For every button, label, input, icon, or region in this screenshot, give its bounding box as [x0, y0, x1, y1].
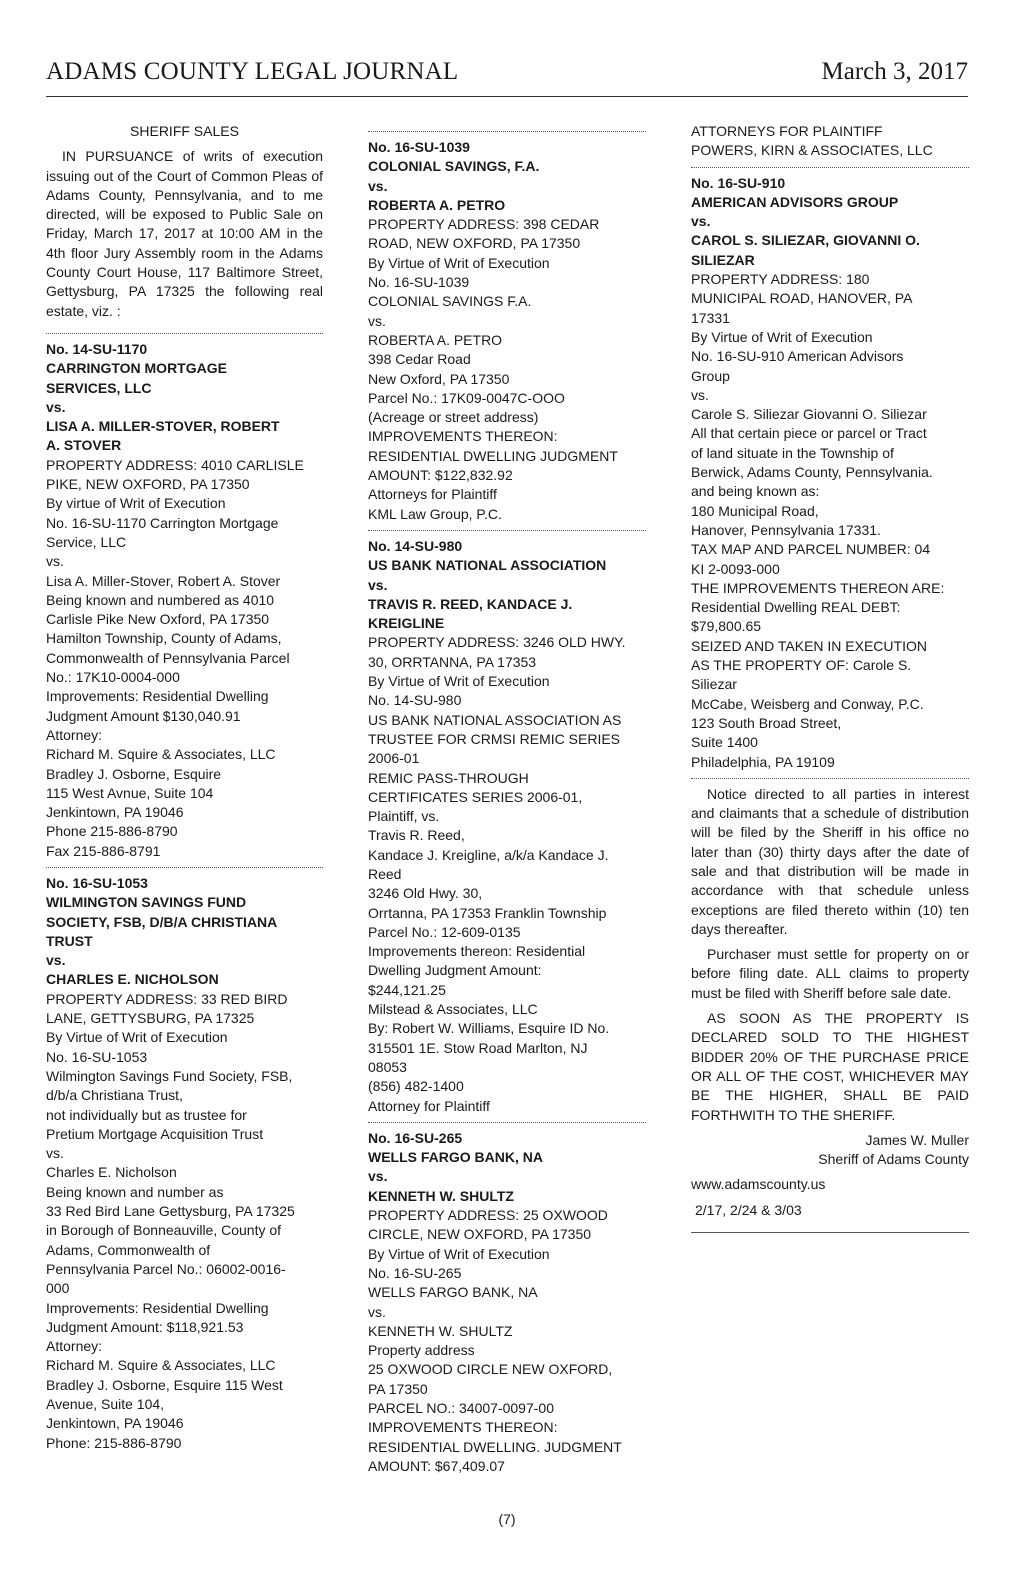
listing-detail-line: Being known and number as [46, 1183, 224, 1200]
listing-heading-line: KREIGLINE [368, 615, 445, 632]
listing-heading-line: TRAVIS R. REED, KANDACE J. [368, 595, 573, 612]
listing-detail-line: $79,800.65 [691, 618, 762, 635]
listing-detail-line: By Virtue of Writ of Execution [46, 1029, 228, 1046]
listing-heading-line: CAROL S. SILIEZAR, GIOVANNI O. [691, 232, 920, 249]
listing-detail-line: Siliezar [691, 676, 737, 693]
listing-detail-line: Philadelphia, PA 19109 [691, 753, 835, 770]
sheriff-title: Sheriff of Adams County [818, 1151, 969, 1168]
listing-detail-line: By Virtue of Writ of Execution [368, 673, 550, 690]
listing-detail-line: Pennsylvania Parcel No.: 06002-0016- [46, 1260, 286, 1277]
listing-detail-line: KI 2-0093-000 [691, 560, 780, 577]
sale-listing [46, 874, 323, 1453]
listing-detail-line: 123 South Broad Street, [691, 714, 842, 731]
listing-heading-line: CARRINGTON MORTGAGE [46, 360, 227, 377]
listing-heading-line: A. STOVER [46, 437, 122, 454]
listing-heading-line: WELLS FARGO BANK, NA [368, 1149, 543, 1166]
listing-detail-line: 30, ORRTANNA, PA 17353 [368, 653, 537, 670]
listing-detail-line: Richard M. Squire & Associates, LLC [46, 1357, 276, 1374]
listing-detail-line: By Virtue of Writ of Execution [368, 254, 550, 271]
listing-detail-line: No. 16-SU-910 American Advisors [691, 348, 904, 365]
listing-detail-line: AMOUNT: $122,832.92 [368, 467, 513, 484]
listing-detail-line: 25 OXWOOD CIRCLE NEW OXFORD, [368, 1361, 613, 1378]
listing-detail-line: Milstead & Associates, LLC [368, 1001, 538, 1018]
listing-detail-line: McCabe, Weisberg and Conway, P.C. [691, 695, 924, 712]
listing-detail-line: US BANK NATIONAL ASSOCIATION AS [368, 711, 622, 728]
listing-detail-line: Phone: 215-886-8790 [46, 1434, 182, 1451]
column-left [46, 122, 323, 1453]
listing-detail-line: ROAD, NEW OXFORD, PA 17350 [368, 235, 581, 252]
listing-detail-line: No. 14-SU-980 [368, 692, 462, 709]
listing-detail-line: All that certain piece or parcel or Tract [691, 425, 927, 442]
listing-heading-line: vs. [368, 177, 388, 194]
listing-heading-line: KENNETH W. SHULTZ [368, 1187, 514, 1204]
listing-detail-line: Suite 1400 [691, 734, 758, 751]
listing-detail-line: THE IMPROVEMENTS THEREON ARE: [691, 579, 945, 596]
listing-detail-line: COLONIAL SAVINGS F.A. [368, 293, 532, 310]
listing-heading-line: No. 16-SU-1053 [46, 874, 148, 891]
listing-heading-line: AMERICAN ADVISORS GROUP [691, 193, 899, 210]
listing-detail-line: Attorneys for Plaintiff [368, 486, 497, 503]
listing-detail-line: PROPERTY ADDRESS: 33 RED BIRD [46, 990, 288, 1007]
listing-detail-line: vs. [368, 312, 386, 329]
journal-title: ADAMS COUNTY LEGAL JOURNAL [46, 58, 459, 85]
listing-detail-line: 08053 [368, 1058, 407, 1075]
listing-detail-line: PARCEL NO.: 34007-0097-00 [368, 1400, 554, 1416]
payment-notice: AS SOON AS THE PROPERTY IS DECLARED SOLD TO THE HIGHEST BIDDER 20% OF THE PURCHASE PRICE OR ALL OF THE COST, WHICHEVER MAY BE THE HIGHER, SHALL BE PAID FORTHWITH TO THE SHERIFF. [691, 1010, 969, 1123]
listing-detail-line: PROPERTY ADDRESS: 3246 OLD HWY. [368, 634, 626, 651]
sheriff-name: James W. Muller [865, 1131, 969, 1148]
listing-detail-line: No.: 17K10-0004-000 [46, 669, 180, 686]
attorney-line: POWERS, KIRN & ASSOCIATES, LLC [691, 142, 933, 159]
listing-detail-line: vs. [691, 386, 709, 403]
listing-detail-line: Wilmington Savings Fund Society, FSB, [46, 1067, 293, 1084]
listing-detail-line: AS THE PROPERTY OF: Carole S. [691, 657, 912, 674]
end-rule [691, 1232, 969, 1233]
listing-detail-line: Group [691, 367, 730, 384]
listing-detail-line: Dwelling Judgment Amount: [368, 962, 542, 979]
listing-detail-line: ROBERTA A. PETRO [368, 331, 503, 348]
attorney-line: ATTORNEYS FOR PLAINTIFF [691, 123, 883, 139]
listing-detail-line: AMOUNT: $67,409.07 [368, 1457, 505, 1474]
listing-heading-line: vs. [368, 1168, 388, 1185]
listing-detail-line: RESIDENTIAL DWELLING JUDGMENT [368, 447, 618, 464]
listing-detail-line: PIKE, NEW OXFORD, PA 17350 [46, 476, 250, 493]
listing-detail-line: Avenue, Suite 104, [46, 1396, 165, 1412]
listing-detail-line: 180 Municipal Road, [691, 502, 819, 519]
listing-heading-line: COLONIAL SAVINGS, F.A. [368, 158, 540, 175]
listing-detail-line: Attorney: [46, 1338, 103, 1355]
listing-detail-line: Plaintiff, vs. [368, 808, 440, 825]
listing-detail-line: Jenkintown, PA 19046 [46, 1415, 184, 1432]
listing-detail-line: Improvements thereon: Residential [368, 943, 586, 960]
listing-detail-line: Hamilton Township, County of Adams, [46, 630, 282, 647]
sale-listing [368, 537, 646, 1116]
listing-detail-line: Residential Dwelling REAL DEBT: [691, 599, 901, 616]
listing-heading-line: ROBERTA A. PETRO [368, 196, 506, 213]
purchaser-notice: Purchaser must settle for property on or before filing date. ALL claims to property must be filed with Sheriff before sale date. [691, 946, 969, 1001]
listing-detail-line: SEIZED AND TAKEN IN EXECUTION [691, 637, 927, 654]
listing-detail-line: vs. [368, 1303, 386, 1320]
listing-detail-line: CIRCLE, NEW OXFORD, PA 17350 [368, 1226, 592, 1243]
listing-heading-line: vs. [368, 576, 388, 593]
listing-detail-line: PROPERTY ADDRESS: 398 CEDAR [368, 216, 600, 233]
listing-heading-line: No. 16-SU-1039 [368, 139, 470, 155]
listing-detail-line: PROPERTY ADDRESS: 25 OXWOOD [368, 1207, 608, 1224]
listing-heading-line: vs. [691, 213, 711, 230]
journal-page [46, 0, 970, 1583]
listing-detail-line: Judgment Amount $130,040.91 [46, 707, 241, 724]
listing-detail-line: PROPERTY ADDRESS: 180 [691, 271, 870, 288]
listing-detail-line: not individually but as trustee for [46, 1106, 247, 1123]
listing-detail-line: TRUSTEE FOR CRMSI REMIC SERIES [368, 730, 621, 747]
listing-detail-line: 315501 1E. Stow Road Marlton, NJ [368, 1039, 588, 1056]
listing-heading-line: vs. [46, 952, 66, 969]
listing-detail-line: Service, LLC [46, 533, 127, 550]
listing-heading-line: vs. [46, 398, 66, 415]
listing-detail-line: Improvements: Residential Dwelling [46, 688, 269, 705]
listing-detail-line: By Virtue of Writ of Execution [368, 1245, 550, 1262]
listing-detail-line: of land situate in the Township of [691, 444, 894, 461]
listing-detail-line: PROPERTY ADDRESS: 4010 CARLISLE [46, 456, 304, 473]
listing-detail-line: Being known and numbered as 4010 [46, 591, 275, 608]
listing-detail-line: By Virtue of Writ of Execution [691, 328, 873, 345]
listing-detail-line: WELLS FARGO BANK, NA [368, 1284, 538, 1301]
column-middle [368, 122, 646, 1476]
listing-detail-line: Property address [368, 1342, 475, 1359]
listing-heading-line: WILMINGTON SAVINGS FUND [46, 894, 247, 911]
listing-detail-line: LANE, GETTYSBURG, PA 17325 [46, 1010, 255, 1027]
listing-detail-line: Carole S. Siliezar Giovanni O. Siliezar [691, 406, 927, 423]
listing-detail-line: d/b/a Christiana Trust, [46, 1087, 183, 1104]
listing-detail-line: IMPROVEMENTS THEREON: [368, 1419, 558, 1436]
page-header [46, 54, 968, 97]
listing-detail-line: New Oxford, PA 17350 [368, 370, 510, 387]
listing-detail-line: Travis R. Reed, [368, 827, 465, 844]
listing-detail-line: Pretium Mortgage Acquisition Trust [46, 1125, 264, 1142]
listing-detail-line: Bradley J. Osborne, Esquire [46, 765, 222, 782]
issue-date: March 3, 2017 [821, 58, 968, 85]
listing-heading-line: SILIEZAR [691, 251, 755, 268]
listing-detail-line: (Acreage or street address) [368, 409, 539, 426]
listing-detail-line: No. 16-SU-1039 [368, 274, 470, 291]
listing-detail-line: (856) 482-1400 [368, 1078, 464, 1095]
listing-detail-line: Carlisle Pike New Oxford, PA 17350 [46, 611, 270, 628]
listing-detail-line: in Borough of Bonneauville, County of [46, 1222, 282, 1239]
listing-detail-line: Charles E. Nicholson [46, 1164, 177, 1181]
listing-detail-line: Reed [368, 865, 402, 882]
listing-heading-line: SERVICES, LLC [46, 379, 152, 396]
listing-detail-line: Parcel No.: 17K09-0047C-OOO [368, 389, 565, 406]
listing-detail-line: IMPROVEMENTS THEREON: [368, 428, 558, 445]
listing-heading-line: CHARLES E. NICHOLSON [46, 971, 219, 988]
intro-paragraph: IN PURSUANCE of writs of execution issuing out of the Court of Common Pleas of Adams County, Pennsylvania, and to me directed, will be exposed to Public Sale on Friday, March 17, 2017 at 10:00 AM in the 4th floor Jury Assembly room in the Adams County Court House, 117 Baltimore Street, Gettysburg, PA 17325 the following real estate, viz. : [46, 148, 323, 319]
listing-detail-line: vs. [46, 1145, 64, 1162]
listing-detail-line: PA 17350 [368, 1380, 428, 1397]
column-right [691, 122, 969, 1233]
listing-detail-line: No. 16-SU-1053 [46, 1048, 148, 1065]
listing-detail-line: Jenkintown, PA 19046 [46, 804, 184, 821]
listing-detail-line: Attorney: [46, 726, 103, 743]
listing-detail-line: and being known as: [691, 483, 820, 500]
listing-detail-line: TAX MAP AND PARCEL NUMBER: 04 [691, 541, 931, 558]
listing-detail-line: KML Law Group, P.C. [368, 505, 502, 522]
listing-detail-line: Attorney for Plaintiff [368, 1097, 490, 1114]
listing-heading-line: US BANK NATIONAL ASSOCIATION [368, 557, 607, 574]
sale-listing [368, 138, 646, 524]
listing-detail-line: 3246 Old Hwy. 30, [368, 885, 483, 902]
listing-detail-line: REMIC PASS-THROUGH [368, 769, 529, 786]
listing-heading-line: No. 16-SU-910 [691, 174, 786, 191]
listing-detail-line: Richard M. Squire & Associates, LLC [46, 746, 276, 763]
listing-detail-line: By virtue of Writ of Execution [46, 495, 226, 512]
listing-detail-line: Commonwealth of Pennsylvania Parcel [46, 649, 290, 666]
listing-detail-line: 398 Cedar Road [368, 351, 471, 368]
listing-detail-line: Phone 215-886-8790 [46, 823, 178, 840]
listing-detail-line: Parcel No.: 12-609-0135 [368, 923, 521, 940]
listing-heading-line: No. 14-SU-980 [368, 537, 463, 554]
listing-heading-line: LISA A. MILLER-STOVER, ROBERT [46, 418, 280, 435]
listing-detail-line: Kandace J. Kreigline, a/k/a Kandace J. [368, 846, 609, 863]
sale-listing [46, 340, 323, 861]
website-link[interactable]: www.adamscounty.us [691, 1176, 826, 1193]
listing-detail-line: Fax 215-886-8791 [46, 842, 161, 859]
listing-heading-line: No. 14-SU-1170 [46, 340, 148, 357]
listing-detail-line: $244,121.25 [368, 981, 446, 998]
listing-detail-line: Berwick, Adams County, Pennsylvania. [691, 464, 933, 481]
listing-detail-line: Adams, Commonwealth of [46, 1241, 211, 1258]
listing-heading-line: TRUST [46, 932, 93, 949]
listing-heading-line: SOCIETY, FSB, D/B/A CHRISTIANA [46, 913, 278, 930]
listing-detail-line: RESIDENTIAL DWELLING. JUDGMENT [368, 1438, 622, 1455]
listing-detail-line: MUNICIPAL ROAD, HANOVER, PA [691, 290, 913, 307]
listing-detail-line: 2006-01 [368, 750, 420, 767]
publication-dates: 2/17, 2/24 & 3/03 [695, 1201, 802, 1218]
listing-detail-line: Bradley J. Osborne, Esquire 115 West [46, 1376, 283, 1393]
sale-listing [691, 174, 969, 772]
listing-detail-line: Lisa A. Miller-Stover, Robert A. Stover [46, 572, 281, 589]
listing-heading-line: No. 16-SU-265 [368, 1129, 463, 1146]
listing-detail-line: 000 [46, 1280, 70, 1297]
listing-detail-line: No. 16-SU-265 [368, 1264, 462, 1281]
listing-detail-line: Hanover, Pennsylvania 17331. [691, 521, 881, 538]
listing-detail-line: 115 West Avnue, Suite 104 [46, 784, 214, 801]
section-heading: SHERIFF SALES [130, 123, 239, 139]
listing-detail-line: vs. [46, 553, 64, 570]
listing-detail-line: Orrtanna, PA 17353 Franklin Township [368, 904, 607, 921]
listing-detail-line: No. 16-SU-1170 Carrington Mortgage [46, 514, 279, 531]
listing-detail-line: KENNETH W. SHULTZ [368, 1322, 513, 1339]
distribution-notice: Notice directed to all parties in interest and claimants that a schedule of distribution will be filed by the Sheriff in his office no later than (30) thirty days after the date of sale and that distribution will be made in accordance with that schedule unless exceptions are filed thereto within (10) ten days thereafter. [691, 785, 969, 937]
listing-detail-line: Judgment Amount: $118,921.53 [46, 1318, 244, 1335]
listing-detail-line: 17331 [691, 309, 730, 326]
page-number: (7) [498, 1511, 516, 1527]
listing-detail-line: Improvements: Residential Dwelling [46, 1299, 269, 1316]
listing-detail-line: 33 Red Bird Lane Gettysburg, PA 17325 [46, 1203, 295, 1220]
sale-listing [368, 1129, 646, 1476]
listing-detail-line: CERTIFICATES SERIES 2006-01, [368, 788, 583, 805]
listing-detail-line: By: Robert W. Williams, Esquire ID No. [368, 1020, 610, 1037]
